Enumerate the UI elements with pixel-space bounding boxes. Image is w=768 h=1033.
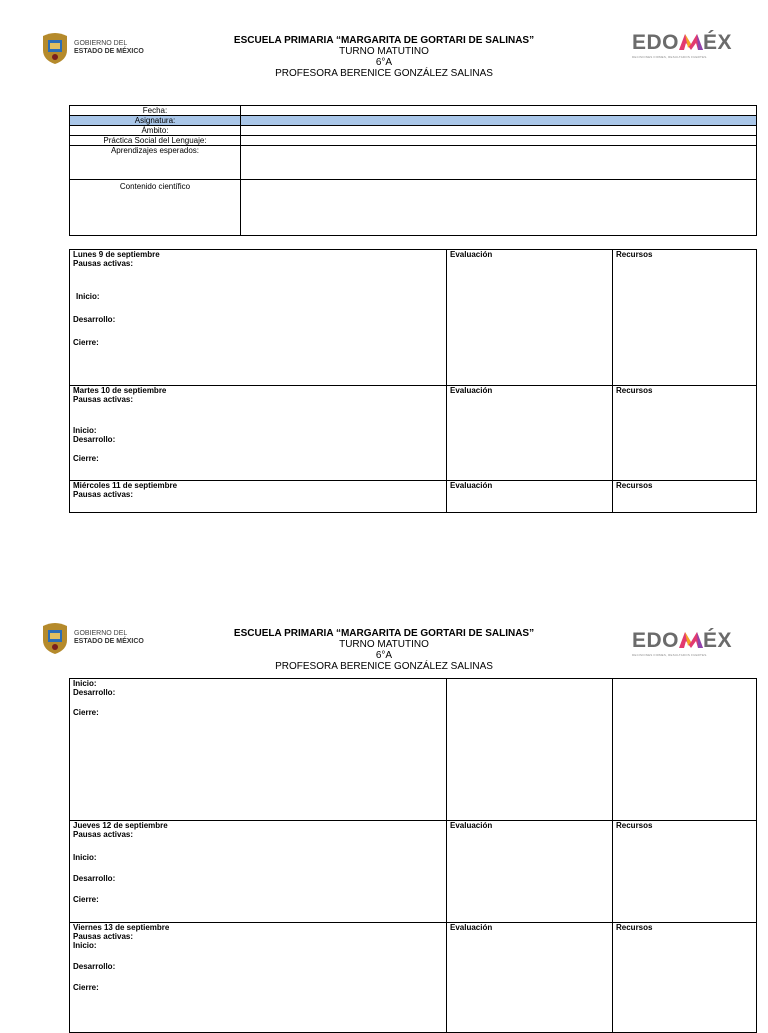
- practica-label: Práctica Social del Lenguaje:: [70, 136, 241, 146]
- day-row-jueves: [70, 821, 757, 923]
- day-row-viernes: [70, 923, 757, 1033]
- state-shield-icon: [40, 30, 70, 64]
- fecha-field[interactable]: [241, 106, 757, 116]
- day-row-lunes: [70, 250, 757, 386]
- edomex-tagline: DECISIONES FIRMES, RESULTADOS FUERTES.: [632, 653, 708, 657]
- school-name: ESCUELA PRIMARIA “MARGARITA DE GORTARI DE SALINAS”: [233, 628, 535, 639]
- contenido-label: Contenido científico: [70, 180, 241, 236]
- pausas-label: Pausas activas:: [73, 830, 134, 839]
- planning-info-table: [69, 105, 757, 236]
- desarrollo-label: Desarrollo:: [73, 962, 116, 971]
- evaluacion-cell[interactable]: Evaluación: [447, 250, 613, 386]
- fecha-label: Fecha:: [70, 106, 241, 116]
- recursos-cell[interactable]: Recursos: [613, 250, 757, 386]
- days-table-page1: [69, 249, 757, 513]
- school-shift: TURNO MATUTINO: [339, 46, 429, 57]
- inicio-label: Inicio:: [73, 853, 97, 862]
- recursos-cell[interactable]: Recursos: [613, 386, 757, 481]
- gobierno-text: [74, 40, 144, 56]
- contenido-field[interactable]: [241, 180, 757, 236]
- day-title: Lunes 9 de septiembre: [73, 250, 160, 259]
- cierre-label: Cierre:: [73, 338, 99, 347]
- edomex-logo: [632, 630, 742, 660]
- inicio-label: Inicio:: [73, 941, 97, 950]
- school-shift: TURNO MATUTINO: [339, 639, 429, 650]
- school-name: ESCUELA PRIMARIA “MARGARITA DE GORTARI DE SALINAS”: [233, 35, 535, 46]
- aprendizajes-field[interactable]: [241, 146, 757, 180]
- recursos-cell[interactable]: Recursos: [613, 821, 757, 923]
- edomex-m-icon: [679, 34, 703, 50]
- pausas-label: Pausas activas:: [73, 395, 134, 404]
- school-heading: [150, 628, 618, 672]
- school-group: 6°A: [375, 57, 393, 68]
- asignatura-field[interactable]: [241, 116, 757, 126]
- page-2: [0, 620, 768, 1024]
- page-1: [0, 30, 768, 530]
- recursos-cell[interactable]: Recursos: [613, 481, 757, 513]
- teacher-name: PROFESORA BERENICE GONZÁLEZ SALINAS: [275, 68, 493, 79]
- evaluacion-cell[interactable]: Evaluación: [447, 481, 613, 513]
- day-title: Martes 10 de septiembre: [73, 386, 167, 395]
- gov-line2: ESTADO DE MÉXICO: [74, 48, 144, 55]
- practica-field[interactable]: [241, 136, 757, 146]
- cierre-label: Cierre:: [73, 708, 99, 717]
- day-title: Miércoles 11 de septiembre: [73, 481, 178, 490]
- cierre-label: Cierre:: [73, 895, 99, 904]
- page-header: [0, 30, 768, 110]
- ambito-label: Ámbito:: [70, 126, 241, 136]
- gov-line2: ESTADO DE MÉXICO: [74, 638, 144, 645]
- teacher-name: PROFESORA BERENICE GONZÁLEZ SALINAS: [275, 661, 493, 672]
- desarrollo-label: Desarrollo:: [73, 315, 116, 324]
- aprendizajes-label: Aprendizajes esperados:: [70, 146, 241, 180]
- day-cell-jueves[interactable]: [70, 821, 447, 923]
- evaluacion-cell[interactable]: Evaluación: [447, 386, 613, 481]
- day-title: Jueves 12 de septiembre: [73, 821, 168, 830]
- pausas-label: Pausas activas:: [73, 490, 134, 499]
- day-cell-lunes[interactable]: [70, 250, 447, 386]
- ambito-field[interactable]: [241, 126, 757, 136]
- day-cell-miercoles-cont[interactable]: [70, 679, 447, 821]
- desarrollo-label: Desarrollo:: [73, 874, 116, 883]
- day-cell-viernes[interactable]: [70, 923, 447, 1033]
- edomex-m-icon: [679, 632, 703, 648]
- day-title: Viernes 13 de septiembre: [73, 923, 170, 932]
- school-heading: [150, 35, 618, 79]
- recursos-cell[interactable]: Recursos: [613, 923, 757, 1033]
- inicio-label: Inicio:: [73, 679, 97, 688]
- cierre-label: Cierre:: [73, 454, 99, 463]
- edomex-tagline: DECISIONES FIRMES, RESULTADOS FUERTES.: [632, 55, 708, 59]
- day-row-miercoles-cont: [70, 679, 757, 821]
- inicio-label: Inicio:: [76, 292, 100, 301]
- evaluacion-cell[interactable]: Evaluación: [447, 923, 613, 1033]
- days-table-page2: [69, 678, 757, 1033]
- gobierno-text: [74, 630, 144, 646]
- day-cell-miercoles[interactable]: [70, 481, 447, 513]
- day-row-martes: [70, 386, 757, 481]
- edomex-word-a: EDO: [632, 31, 680, 54]
- state-shield-icon: [40, 620, 70, 654]
- pausas-label: Pausas activas:: [73, 932, 134, 941]
- cierre-label: Cierre:: [73, 983, 99, 992]
- desarrollo-label: Desarrollo:: [73, 688, 116, 697]
- evaluacion-cell[interactable]: Evaluación: [447, 821, 613, 923]
- edomex-word-b: ÉX: [703, 629, 733, 652]
- day-cell-martes[interactable]: [70, 386, 447, 481]
- recursos-cell[interactable]: [613, 679, 757, 821]
- pausas-label: Pausas activas:: [73, 259, 134, 268]
- gov-line1: GOBIERNO DEL: [74, 630, 128, 637]
- evaluacion-cell[interactable]: [447, 679, 613, 821]
- gov-line1: GOBIERNO DEL: [74, 40, 128, 47]
- inicio-label: Inicio:: [73, 426, 97, 435]
- asignatura-label: Asignatura:: [70, 116, 241, 126]
- edomex-word-a: EDO: [632, 629, 680, 652]
- edomex-logo: [632, 32, 742, 62]
- school-group: 6°A: [375, 650, 393, 661]
- day-row-miercoles: [70, 481, 757, 513]
- edomex-word-b: ÉX: [703, 31, 733, 54]
- desarrollo-label: Desarrollo:: [73, 435, 116, 444]
